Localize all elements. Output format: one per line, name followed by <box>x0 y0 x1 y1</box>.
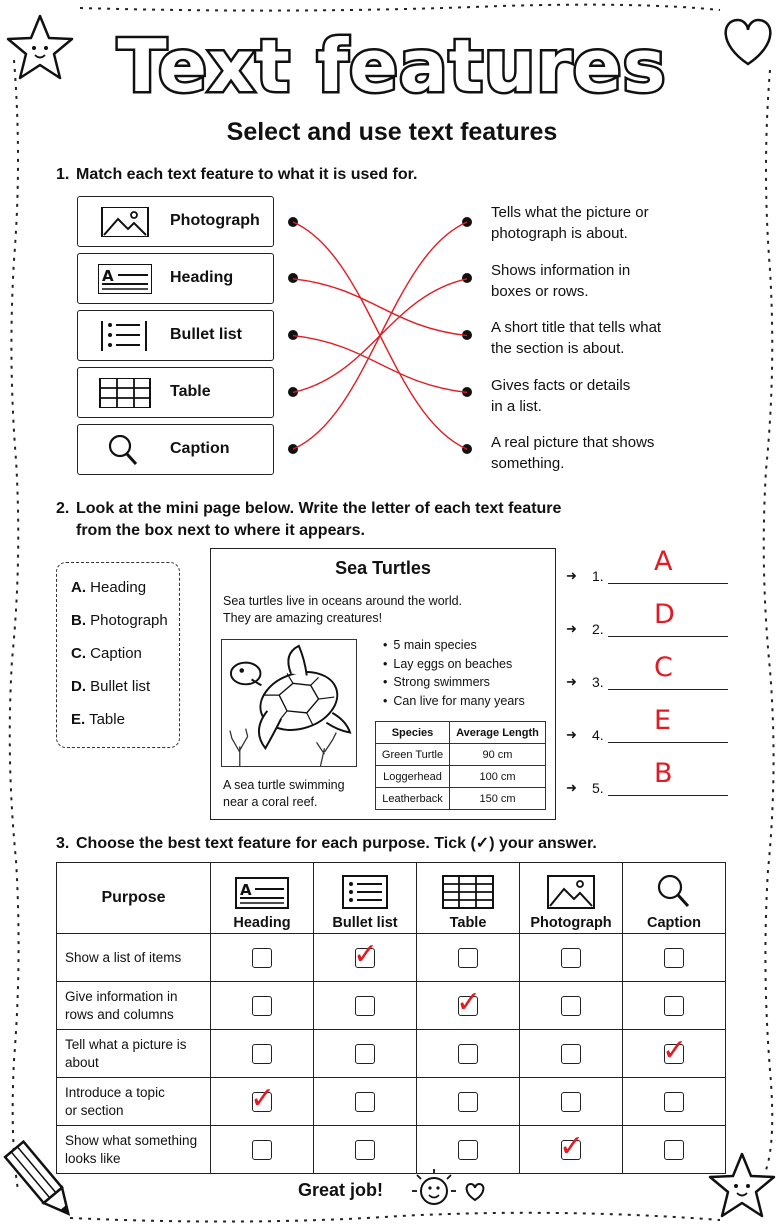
checkbox[interactable] <box>252 948 272 968</box>
table-cell: 90 cm <box>450 744 546 766</box>
match-dot-right[interactable] <box>462 330 472 340</box>
answer-letter: B <box>654 758 673 789</box>
table-row <box>57 1126 726 1174</box>
bullet-item: • Strong swimmers <box>383 673 525 692</box>
bullet-item: • 5 main species <box>383 636 525 655</box>
bullet-item: • Can live for many years <box>383 692 525 711</box>
checkbox[interactable] <box>355 996 375 1016</box>
arrow-icon: ➜ <box>566 674 577 689</box>
tick-table-header-row <box>57 863 726 934</box>
match-line <box>293 222 467 449</box>
checkbox-cell[interactable] <box>623 1078 726 1126</box>
table-icon <box>442 875 494 909</box>
match-dot-right[interactable] <box>462 273 472 283</box>
answer-letter: E <box>654 705 672 736</box>
checkbox-cell[interactable] <box>211 1126 314 1174</box>
column-header-heading <box>211 863 314 934</box>
answer-row <box>566 758 736 798</box>
table-row <box>376 766 546 788</box>
column-label: Caption <box>647 915 701 931</box>
checkbox-cell[interactable] <box>417 982 520 1030</box>
table-header: Average Length <box>450 722 546 744</box>
column-header-table <box>417 863 520 934</box>
tick-mark: ✓ <box>250 1080 276 1116</box>
checkbox-cell[interactable] <box>314 982 417 1030</box>
purpose-line: or section <box>65 1102 124 1118</box>
checkbox-cell[interactable] <box>520 1078 623 1126</box>
match-dot-right[interactable] <box>462 444 472 454</box>
purpose-cell <box>57 982 211 1030</box>
question-text: Match each text feature to what it is used for. <box>76 166 418 183</box>
description-line: in a list. <box>491 398 542 415</box>
purpose-header: Purpose <box>57 863 211 934</box>
answer-blank[interactable] <box>608 636 728 637</box>
checkbox-cell[interactable] <box>211 982 314 1030</box>
feature-label: Heading <box>170 269 234 286</box>
answer-blank[interactable] <box>608 583 728 584</box>
checkbox-cell[interactable] <box>417 1078 520 1126</box>
purpose-line: Introduce a topic <box>65 1084 165 1100</box>
table-header-row <box>376 722 546 744</box>
purpose-line: looks like <box>65 1150 121 1166</box>
purpose-line: Give information in <box>65 988 178 1004</box>
description-line: the section is about. <box>491 340 625 357</box>
question-3-title <box>56 833 597 855</box>
description-line: Shows information in <box>491 262 631 279</box>
purpose-line: rows and columns <box>65 1006 174 1022</box>
option-item <box>71 711 125 728</box>
arrow-icon: ➜ <box>566 727 577 742</box>
mini-page-caption <box>223 777 373 811</box>
mini-page-bullet-list <box>383 636 525 710</box>
description-item <box>491 260 731 302</box>
column-label: Bullet list <box>332 915 398 931</box>
description-line: Gives facts or details <box>491 377 631 394</box>
match-dot-right[interactable] <box>462 217 472 227</box>
question-number: 1. <box>56 166 70 183</box>
checkbox-cell[interactable] <box>623 934 726 982</box>
table-row <box>57 1078 726 1126</box>
column-header-bullet-list <box>314 863 417 934</box>
feature-box-heading <box>77 253 274 304</box>
checkbox[interactable] <box>252 1140 272 1160</box>
question-text: from the box next to where it appears. <box>76 522 365 539</box>
arrow-icon: ➜ <box>566 780 577 795</box>
purpose-line: Show what something <box>65 1132 198 1148</box>
option-text: Bullet list <box>90 678 151 695</box>
bullet-list-icon <box>98 321 152 351</box>
description-item <box>491 375 731 417</box>
question-2-title <box>56 498 561 542</box>
checkbox[interactable] <box>458 948 478 968</box>
option-text: Caption <box>90 645 142 662</box>
column-label: Heading <box>233 915 291 931</box>
checkbox-cell[interactable] <box>623 1030 726 1078</box>
feature-label: Table <box>170 383 211 400</box>
svg-text:A: A <box>102 267 114 285</box>
svg-text:A: A <box>240 881 252 899</box>
checkbox[interactable] <box>355 1092 375 1112</box>
answer-number: 1. <box>592 568 604 584</box>
feature-box-photograph <box>77 196 274 247</box>
description-item <box>491 317 731 359</box>
answer-row <box>566 599 736 639</box>
match-line <box>293 336 467 393</box>
answer-blank[interactable] <box>608 742 728 743</box>
mini-page-intro <box>223 593 513 627</box>
checkbox[interactable] <box>561 996 581 1016</box>
checkbox[interactable] <box>664 1140 684 1160</box>
column-header-caption <box>623 863 726 934</box>
tick-mark: ✓ <box>662 1032 688 1068</box>
match-dot-left[interactable] <box>288 330 298 340</box>
checkbox[interactable] <box>355 1044 375 1064</box>
feature-label: Bullet list <box>170 326 243 343</box>
bullet-item: • Lay eggs on beaches <box>383 655 525 674</box>
table-header: Species <box>376 722 450 744</box>
match-dot-left[interactable] <box>288 444 298 454</box>
question-number: 3. <box>56 835 70 852</box>
option-letter: D. <box>71 678 86 695</box>
checkbox-cell[interactable] <box>520 1030 623 1078</box>
option-text: Table <box>89 711 125 728</box>
table-row <box>376 744 546 766</box>
mini-page-table <box>375 721 546 810</box>
answer-row <box>566 652 736 692</box>
option-letter: E. <box>71 711 86 728</box>
option-letter: B. <box>71 612 86 629</box>
purpose-cell <box>57 934 211 982</box>
purpose-cell <box>57 1030 211 1078</box>
answer-number: 4. <box>592 727 604 743</box>
checkbox-cell[interactable] <box>417 1126 520 1174</box>
checkbox-cell[interactable] <box>520 982 623 1030</box>
answer-number: 3. <box>592 674 604 690</box>
checkbox-cell[interactable] <box>623 1126 726 1174</box>
caption-line: near a coral reef. <box>223 795 318 809</box>
page-title: Text features <box>117 24 667 108</box>
checkbox-cell[interactable] <box>520 934 623 982</box>
arrow-icon: ➜ <box>566 568 577 583</box>
photo-icon <box>547 875 595 909</box>
feature-box-bullet-list <box>77 310 274 361</box>
answer-letter: D <box>654 599 675 630</box>
heading-icon <box>98 264 152 294</box>
checkbox[interactable] <box>664 948 684 968</box>
option-item <box>71 678 150 695</box>
checkbox-cell[interactable] <box>520 1126 623 1174</box>
checkbox[interactable] <box>252 1044 272 1064</box>
feature-label: Photograph <box>170 212 260 229</box>
checkbox-cell[interactable] <box>314 1126 417 1174</box>
checkbox[interactable] <box>561 948 581 968</box>
page-subtitle: Select and use text features <box>226 118 558 146</box>
mini-page <box>210 548 556 820</box>
checkbox[interactable] <box>664 996 684 1016</box>
tick-table <box>56 862 726 1174</box>
checkbox-cell[interactable] <box>417 934 520 982</box>
column-label: Photograph <box>530 915 612 931</box>
description-line: A real picture that shows <box>491 434 655 451</box>
description-line: something. <box>491 455 565 472</box>
purpose-line: Tell what a picture is <box>65 1036 187 1052</box>
table-cell: Loggerhead <box>376 766 450 788</box>
purpose-cell <box>57 1126 211 1174</box>
option-text: Heading <box>90 579 147 596</box>
table-row <box>57 934 726 982</box>
answer-number: 2. <box>592 621 604 637</box>
feature-label: Caption <box>170 440 230 457</box>
photo-icon <box>98 207 152 237</box>
description-item <box>491 432 731 474</box>
description-line: boxes or rows. <box>491 283 589 300</box>
checkbox[interactable] <box>458 1140 478 1160</box>
checkbox-cell[interactable] <box>623 982 726 1030</box>
intro-line: They are amazing creatures! <box>223 611 383 625</box>
question-text: Look at the mini page below. Write the letter of each text feature <box>76 500 562 517</box>
table-cell: Leatherback <box>376 788 450 810</box>
checkbox-cell[interactable] <box>211 1078 314 1126</box>
answer-letter: C <box>654 652 673 683</box>
table-cell: 100 cm <box>450 766 546 788</box>
magnifier-icon <box>654 873 694 909</box>
column-header-photograph <box>520 863 623 934</box>
question-text: Choose the best text feature for each purpose. Tick (✓) your answer. <box>76 835 597 852</box>
option-item <box>71 579 146 596</box>
column-label: Table <box>449 915 487 931</box>
bullet-list-icon <box>342 875 388 909</box>
match-dot-left[interactable] <box>288 273 298 283</box>
match-dot-left[interactable] <box>288 387 298 397</box>
description-line: photograph is about. <box>491 225 628 242</box>
magnifier-icon <box>98 435 152 465</box>
option-letter: A. <box>71 579 86 596</box>
answer-row <box>566 546 736 586</box>
table-row <box>376 788 546 810</box>
sea-turtle-photo <box>221 639 357 767</box>
table-row <box>57 1030 726 1078</box>
purpose-cell <box>57 1078 211 1126</box>
checkbox-cell[interactable] <box>314 934 417 982</box>
option-item <box>71 612 168 629</box>
answer-blank[interactable] <box>608 795 728 796</box>
purpose-line: Show a list of items <box>65 949 182 965</box>
checkbox[interactable] <box>664 1092 684 1112</box>
description-line: Tells what the picture or <box>491 204 649 221</box>
question-number: 2. <box>56 500 70 517</box>
table-icon <box>98 378 152 408</box>
option-text: Photograph <box>90 612 168 629</box>
intro-line: Sea turtles live in oceans around the world. <box>223 594 463 608</box>
answer-letter: A <box>654 546 673 577</box>
arrow-icon: ➜ <box>566 621 577 636</box>
match-dot-right[interactable] <box>462 387 472 397</box>
mini-page-heading: Sea Turtles <box>335 558 431 578</box>
answer-row <box>566 705 736 745</box>
smiley-sun-icon <box>412 1169 456 1204</box>
title-container <box>0 22 784 110</box>
options-box <box>56 562 180 748</box>
checkbox-cell[interactable] <box>211 934 314 982</box>
answer-blank[interactable] <box>608 689 728 690</box>
tick-mark: ✓ <box>353 936 379 972</box>
heading-icon <box>235 877 289 909</box>
footer-message: Great job! <box>298 1180 384 1200</box>
description-item <box>491 202 731 244</box>
tick-mark: ✓ <box>456 984 482 1020</box>
purpose-line: about <box>65 1054 99 1070</box>
heart-icon <box>467 1184 484 1200</box>
question-1-title <box>56 164 417 186</box>
checkbox[interactable] <box>561 1092 581 1112</box>
option-item <box>71 645 142 662</box>
match-dot-left[interactable] <box>288 217 298 227</box>
feature-box-caption <box>77 424 274 475</box>
match-line <box>293 222 467 449</box>
answer-number: 5. <box>592 780 604 796</box>
checkbox[interactable] <box>355 1140 375 1160</box>
description-line: A short title that tells what <box>491 319 662 336</box>
caption-line: A sea turtle swimming <box>223 778 345 792</box>
option-letter: C. <box>71 645 86 662</box>
checkbox[interactable] <box>458 1092 478 1112</box>
checkbox[interactable] <box>458 1044 478 1064</box>
feature-box-table <box>77 367 274 418</box>
match-line <box>293 279 467 336</box>
checkbox[interactable] <box>252 996 272 1016</box>
checkbox-cell[interactable] <box>314 1078 417 1126</box>
table-row <box>57 982 726 1030</box>
match-line <box>293 279 467 393</box>
tick-mark: ✓ <box>559 1128 585 1164</box>
table-cell: 150 cm <box>450 788 546 810</box>
checkbox-cell[interactable] <box>211 1030 314 1078</box>
checkbox-cell[interactable] <box>314 1030 417 1078</box>
checkbox[interactable] <box>561 1044 581 1064</box>
table-cell: Green Turtle <box>376 744 450 766</box>
checkbox-cell[interactable] <box>417 1030 520 1078</box>
